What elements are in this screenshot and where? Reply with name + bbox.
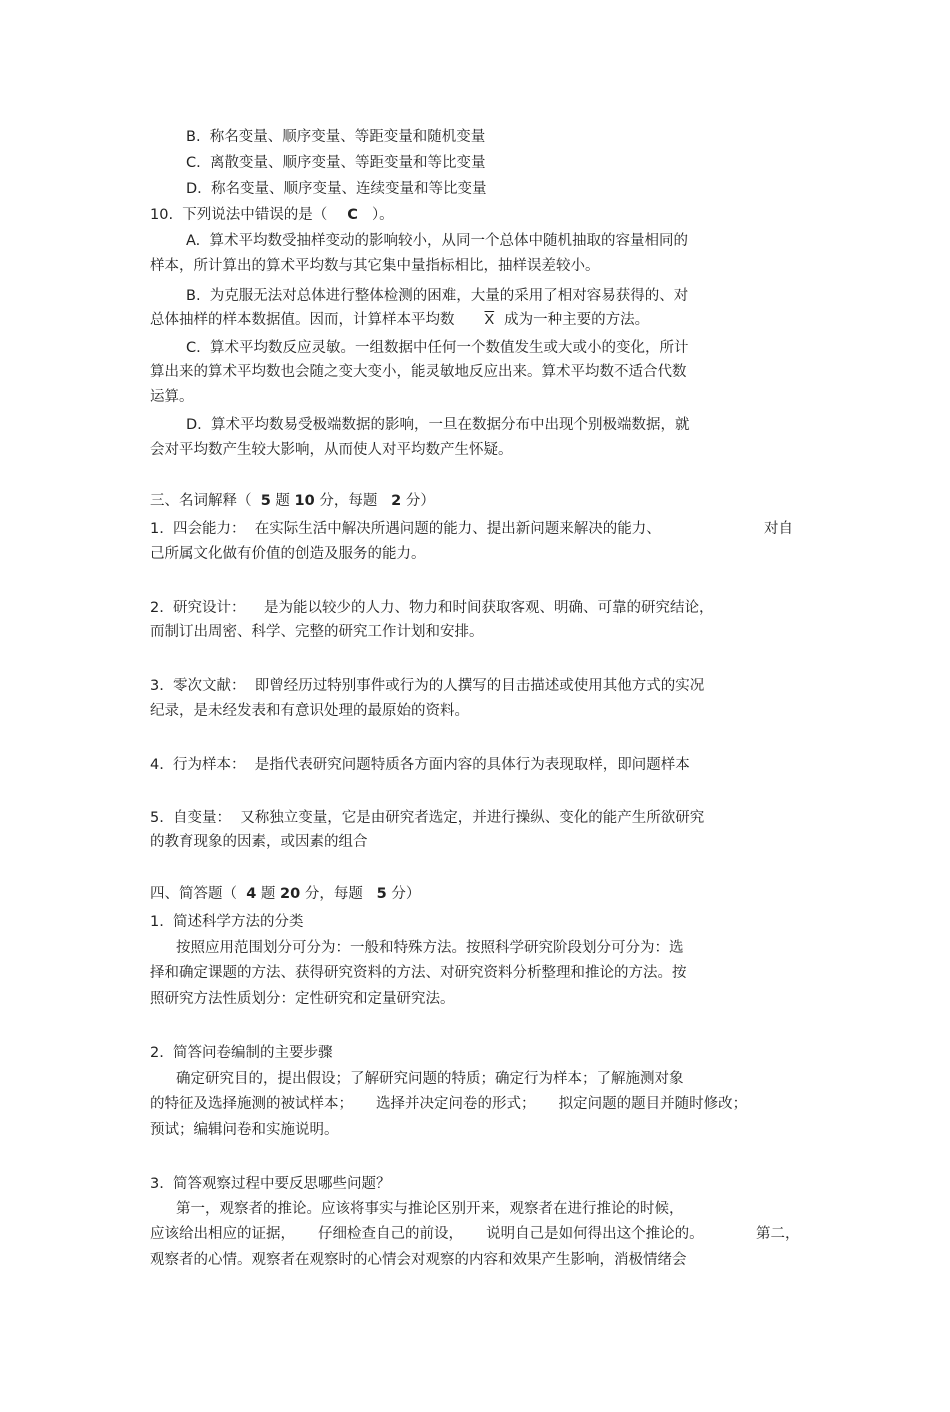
term-3-line1: 3. 零次文献： 即曾经历过特别事件或行为的人撰写的目击描述或使用其他方式的实况 (150, 678, 705, 694)
option-10c-line1: C. 算术平均数反应灵敏。一组数据中任何一个数值发生或大或小的变化，所计 (186, 340, 689, 356)
question-10-answer: C (347, 207, 358, 223)
short-answer-1-line2: 择和确定课题的方法、获得研究资料的方法、对研究资料分析整理和推论的方法。按 (150, 965, 687, 981)
short-answer-3-line3: 观察者的心情。观察者在观察时的心情会对观察的内容和效果产生影响，消极情绪会 (150, 1252, 687, 1268)
term-2-line2: 而制订出周密、科学、完整的研究工作计划和安排。 (150, 624, 484, 640)
term-4-line1: 4. 行为样本： 是指代表研究问题特质各方面内容的具体行为表现取样，即问题样本 (150, 757, 690, 773)
option-10b-line1: B. 为克服无法对总体进行整体检测的困难，大量的采用了相对容易获得的、对 (186, 288, 689, 304)
short-answer-3-title: 3. 简答观察过程中要反思哪些问题？ (150, 1176, 391, 1192)
short-answer-3-line2-end: 第二， (756, 1226, 800, 1242)
option-9d: D. 称名变量、顺序变量、连续变量和等比变量 (186, 181, 487, 197)
option-9b: B. 称名变量、顺序变量、等距变量和随机变量 (186, 129, 486, 145)
term-1-line1: 1. 四会能力： 在实际生活中解决所遇问题的能力、提出新问题来解决的能力、 (150, 521, 661, 537)
section-3-heading: 三、名词解释（ 5 题 10 分，每题 2 分） (150, 493, 435, 509)
option-10a-line2: 样本，所计算出的算术平均数与其它集中量指标相比，抽样误差较小。 (150, 258, 600, 274)
term-5-line1: 5. 自变量： 又称独立变量，它是由研究者选定，并进行操纵、变化的能产生所欲研究 (150, 810, 705, 826)
option-10c-line3: 运算。 (150, 389, 194, 405)
option-10a-line1: A. 算术平均数受抽样变动的影响较小，从同一个总体中随机抽取的容量相同的 (186, 233, 688, 249)
sample-mean-symbol: $\overline{X}$ (484, 312, 495, 328)
short-answer-3-line2: 应该给出相应的证据， 仔细检查自己的前设， 说明自己是如何得出这个推论的。 (150, 1226, 704, 1242)
term-5-line2: 的教育现象的因素，或因素的组合 (150, 834, 368, 850)
short-answer-2-line1: 确定研究目的，提出假设；了解研究问题的特质；确定行为样本；了解施测对象 (176, 1071, 684, 1087)
question-10-stem: 10. 下列说法中错误的是（ C ）。 (150, 207, 394, 223)
option-10d-line2: 会对平均数产生较大影响，从而使人对平均数产生怀疑。 (150, 442, 513, 458)
short-answer-1-line3: 照研究方法性质划分：定性研究和定量研究法。 (150, 991, 455, 1007)
term-1-line2: 己所属文化做有价值的创造及服务的能力。 (150, 546, 426, 562)
section-4-heading: 四、简答题（ 4 题 20 分，每题 5 分） (150, 886, 421, 902)
short-answer-2-title: 2. 简答问卷编制的主要步骤 (150, 1045, 333, 1061)
option-9c: C. 离散变量、顺序变量、等距变量和等比变量 (186, 155, 486, 171)
option-10c-line2: 算出来的算术平均数也会随之变大变小，能灵敏地反应出来。算术平均数不适合代数 (150, 364, 687, 380)
short-answer-2-line2: 的特征及选择施测的被试样本； 选择并决定问卷的形式； 拟定问题的题目并随时修改； (150, 1096, 748, 1112)
short-answer-1-title: 1. 简述科学方法的分类 (150, 914, 304, 930)
short-answer-1-line1: 按照应用范围划分可分为：一般和特殊方法。按照科学研究阶段划分可分为：选 (176, 940, 684, 956)
short-answer-3-line1: 第一，观察者的推论。应该将事实与推论区别开来，观察者在进行推论的时候， (176, 1201, 684, 1217)
option-10d-line1: D. 算术平均数易受极端数据的影响，一旦在数据分布中出现个别极端数据，就 (186, 417, 690, 433)
term-2-line1: 2. 研究设计： 是为能以较少的人力、物力和时间获取客观、明确、可靠的研究结论， (150, 600, 714, 616)
term-3-line2: 纪录，是未经发表和有意识处理的最原始的资料。 (150, 703, 469, 719)
term-1-line1-end: 对自 (764, 521, 793, 537)
option-10b-line2: 总体抽样的样本数据值。因而，计算样本平均数 $\overline{X}$ 成为一种主要的方法。 (150, 312, 650, 328)
short-answer-2-line3: 预试；编辑问卷和实施说明。 (150, 1122, 339, 1138)
